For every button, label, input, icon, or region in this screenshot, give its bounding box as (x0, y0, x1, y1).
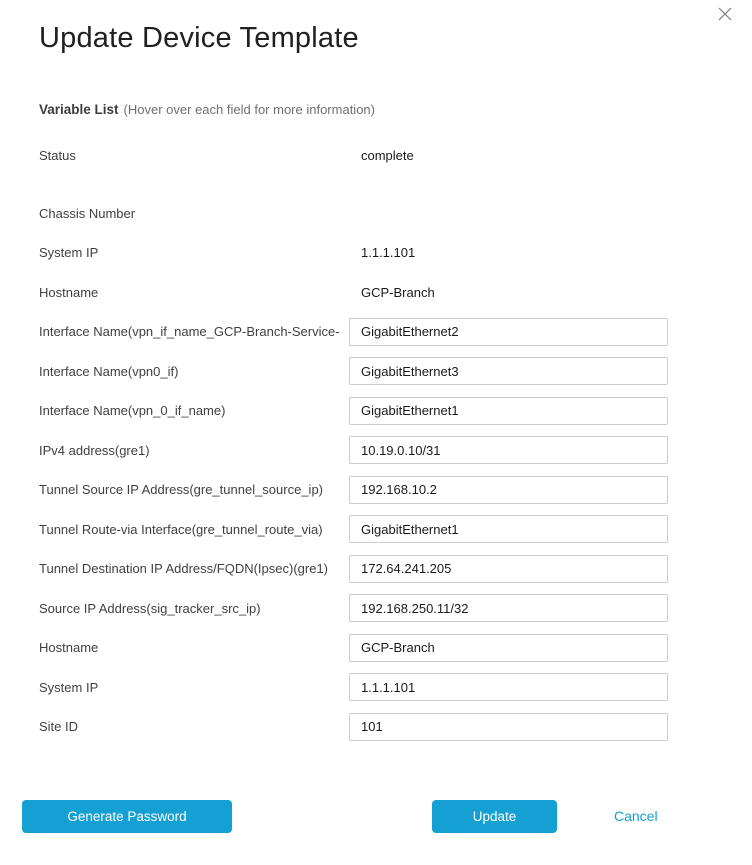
tunnel-destination-ip-input[interactable] (349, 555, 668, 583)
source-ip-tracker-label: Source IP Address(sig_tracker_src_ip) (39, 600, 261, 616)
system-ip-value: 1.1.1.101 (361, 245, 416, 260)
system-ip-input-label: System IP (39, 679, 99, 695)
variable-list-label: Variable List (39, 102, 119, 117)
variable-list (39, 102, 668, 741)
tunnel-source-ip-input[interactable] (349, 476, 668, 504)
site-id-input[interactable] (349, 713, 668, 741)
field-row-interface-name-vpn-0-if-name (39, 397, 668, 425)
interface-name-vpn-0-if-name-input[interactable] (349, 397, 668, 425)
dialog-title: Update Device Template (39, 22, 359, 54)
field-row-system-ip-static (39, 239, 668, 267)
site-id-label: Site ID (39, 719, 79, 734)
field-row-status (39, 141, 668, 169)
ipv4-address-gre1-input[interactable] (349, 436, 668, 464)
tunnel-route-via-label: Tunnel Route-via Interface(gre_tunnel_route_via) (39, 521, 323, 537)
status-value: complete (361, 147, 414, 163)
update-button[interactable]: Update (432, 800, 557, 833)
tunnel-route-via-input[interactable] (349, 515, 668, 543)
hostname-input-label: Hostname (39, 640, 99, 655)
close-icon[interactable] (718, 7, 732, 21)
field-row-tunnel-route-via (39, 515, 668, 543)
status-label: Status (39, 147, 76, 163)
hostname-value: GCP-Branch (361, 284, 435, 300)
hostname-input[interactable] (349, 634, 668, 662)
tunnel-destination-ip-label: Tunnel Destination IP Address/FQDN(Ipsec)(gre1) (39, 561, 329, 576)
system-ip-input[interactable] (349, 673, 668, 701)
hostname-label: Hostname (39, 284, 99, 300)
field-row-tunnel-source-ip (39, 476, 668, 504)
field-row-chassis-number (39, 199, 668, 227)
tunnel-source-ip-label: Tunnel Source IP Address(gre_tunnel_source_ip) (39, 482, 324, 497)
field-row-hostname (39, 634, 668, 662)
field-row-source-ip-tracker (39, 594, 668, 622)
field-row-interface-name-vpn0-if (39, 357, 668, 385)
interface-name-vpn-0-if-name-label: Interface Name(vpn_0_if_name) (39, 403, 226, 418)
variable-list-heading (39, 102, 668, 117)
ipv4-address-gre1-label: IPv4 address(gre1) (39, 442, 150, 458)
dialog-footer (0, 800, 752, 833)
cancel-link[interactable]: Cancel (614, 808, 658, 824)
generate-password-button[interactable]: Generate Password (22, 800, 232, 833)
field-row-hostname-static (39, 278, 668, 306)
system-ip-label: System IP (39, 245, 99, 260)
source-ip-tracker-input[interactable] (349, 594, 668, 622)
variable-list-hint: (Hover over each field for more information) (123, 102, 375, 117)
field-row-tunnel-destination-ip (39, 555, 668, 583)
interface-name-service-vpn-label: Interface Name(vpn_if_name_GCP-Branch-Service- (39, 324, 340, 339)
field-row-site-id (39, 713, 668, 741)
interface-name-vpn0-if-label: Interface Name(vpn0_if) (39, 363, 179, 379)
interface-name-service-vpn-input[interactable] (349, 318, 668, 346)
field-row-ipv4-address-gre1 (39, 436, 668, 464)
field-row-interface-name-service-vpn (39, 318, 668, 346)
interface-name-vpn0-if-input[interactable] (349, 357, 668, 385)
field-row-system-ip (39, 673, 668, 701)
chassis-number-label: Chassis Number (39, 205, 136, 221)
